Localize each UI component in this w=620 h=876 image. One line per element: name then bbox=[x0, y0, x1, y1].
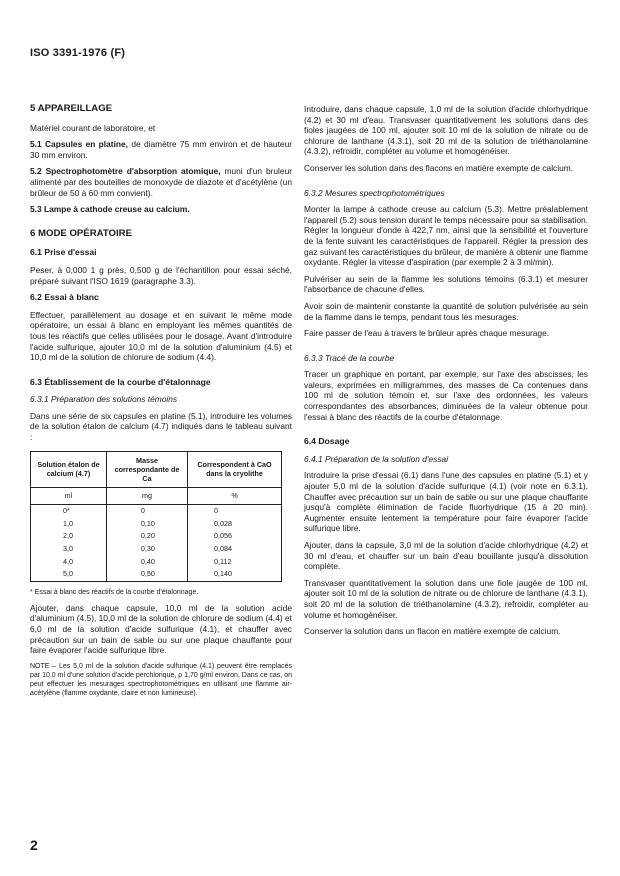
section-5-2-heading: Spectrophotomètre d'absorption atomique, bbox=[45, 166, 221, 177]
table-cell: 3,0 bbox=[31, 543, 107, 556]
table-header: Solution étalon de calcium (4.7) bbox=[31, 451, 107, 487]
section-5-title: 5 APPAREILLAGE bbox=[30, 103, 113, 114]
table-header: Masse correspondante de Ca bbox=[106, 451, 187, 487]
section-6-title: 6 MODE OPÉRATOIRE bbox=[30, 227, 132, 239]
section-6-4-1-title: 6.4.1 Préparation de la solution d'essai bbox=[304, 453, 449, 464]
section-6-1-text: Peser, à 0,000 1 g près, 0,500 g de l'échantillon pour essai séché, préparé suivant l'ISO 1619 (paragraphe 3.3). bbox=[30, 264, 292, 286]
table-cell: 0,50 bbox=[106, 568, 187, 581]
left-column bbox=[30, 104, 292, 704]
table-cell: 0 bbox=[188, 505, 282, 518]
table-row bbox=[31, 556, 282, 569]
section-5-1-heading: Capsules en platine, bbox=[45, 139, 128, 150]
section-6-3-title: 6.3 Établissement de la courbe d'étalonnage bbox=[30, 376, 211, 387]
table-row bbox=[31, 518, 282, 531]
table-cell: 5,0 bbox=[31, 568, 107, 581]
table-cell: 4,0 bbox=[31, 556, 107, 569]
section-6-2-title: 6.2 Essai à blanc bbox=[30, 292, 99, 303]
section-5-3-heading: Lampe à cathode creuse au calcium. bbox=[43, 204, 190, 215]
section-6-3-2-title: 6.3.2 Mesures spectrophotométriques bbox=[304, 187, 445, 198]
table-cell: 0,112 bbox=[188, 556, 282, 569]
table-unit: mg bbox=[106, 487, 187, 505]
paragraph: Ajouter, dans la capsule, 3,0 ml de la solution d'acide chlorhydrique (4.2) et 30 ml d'eau, et chauffer sur un bain d'eau bouillante jusqu'à dissolution complète. bbox=[304, 540, 588, 572]
section-6-4-title: 6.4 Dosage bbox=[304, 436, 350, 447]
table-cell: 0,40 bbox=[106, 556, 187, 569]
paragraph: Conserver les solution dans des flacons en matière exempte de calcium. bbox=[304, 162, 574, 173]
table-header: Correspondent à CaO dans la cryolithe bbox=[188, 451, 282, 487]
paragraph: Introduire, dans chaque capsule, 1,0 ml de la solution d'acide chlorhydrique (4.2) et 30 ml d'eau. Transvaser quantitativement les solutions dans des fioles jaugées de 100 ml, ajouter soit 10 ml de la solution de nitrate ou de chlorure de lanthane (4.3.1), soit 20 ml de la solution de triéthanolamine (4.3.2), refroidir, compléter au volume et homogénéiser. bbox=[304, 104, 588, 157]
section-5-1-text: de diamètre 75 mm environ et de hauteur 30 mm environ. bbox=[30, 139, 293, 160]
paragraph: Monter la lampe à cathode creuse au calcium (5.3). Mettre préalablement l'appareil (5.2) sous tension durant le temps nécessaire pour sa stabilisation. Régler la longueur d'onde à 422,7 nm, ainsi que la sensibilité et l'ouverture de la fente suivant les caractéristiques de l'appareil. Régler la pression des gaz suivant les caractéristiques du brûleur, de manière à obtenir une flamme oxydante. Régler la vitesse d'aspiration (par exemple 2 à 3 ml/min). bbox=[304, 204, 588, 268]
section-5-1 bbox=[30, 139, 292, 160]
note-text: NOTE – Les 5,0 ml de la solution d'acide sulfurique (4.1) peuvent être remplacés par 10,0 ml d'une solution d'acide perchlorique, ρ 1,70 g/ml environ. Dans ce cas, on peut effectuer les mesurages spectrophotométriques en utilisant une flamme air-acétylène (flamme oxydante, claire et non lumineuse). bbox=[30, 662, 292, 697]
section-6-3-3-title: 6.3.3 Tracé de la courbe bbox=[304, 352, 395, 363]
section-5-2 bbox=[30, 166, 292, 198]
right-column bbox=[304, 104, 588, 643]
section-6-2-text: Effectuer, parallèlement au dosage et en suivant le même mode opératoire, un essai à blanc en employant les mêmes quantités de tous les réactifs que celles utilisées pour le dosage. Avant d'introduire l'acide sulfurique, ajouter 10,0 ml de la solution d'aluminium (4.5) et 10,0 ml de la solution de chlorure de sodium (4.4). bbox=[30, 309, 292, 363]
table-cell: 1,0 bbox=[31, 518, 107, 531]
calibration-table bbox=[30, 451, 282, 582]
section-6-1-title: 6.1 Prise d'essai bbox=[30, 247, 97, 258]
section-6-3-1-title: 6.3.1 Préparation des solutions témoins bbox=[30, 394, 178, 405]
page-number: 2 bbox=[30, 837, 38, 853]
section-5-intro: Matériel courant de laboratoire, et bbox=[30, 122, 156, 133]
paragraph: Introduire la prise d'essai (6.1) dans l'une des capsules en platine (5.1) et y ajouter 5,0 ml de la solution d'acide sulfurique (4.1) (voir note en 6.3.1). Chauffer avec précaution sur un bain de sable ou sur une plaque chauffante jusqu'à complète élimination de l'acide fluorhydrique (15 à 20 min). Augmenter ensuite lentement la température pour faire évaporer l'acide sulfurique libre. bbox=[304, 470, 588, 534]
section-5-1-number: 5.1 bbox=[30, 139, 42, 150]
paragraph: Avoir soin de maintenir constante la quantité de solution pulvérisée au sein de la flamme dans le temps, pendant tous les mesurages. bbox=[304, 300, 588, 322]
section-5-3 bbox=[30, 204, 292, 215]
paragraph: Faire passer de l'eau à travers le brûleur après chaque mesurage. bbox=[304, 328, 550, 339]
table-cell: 2,0 bbox=[31, 530, 107, 543]
section-5-2-text: muni d'un bruleur alimenté par des bouteilles de monoxyde de diazote et d'acétylène (un brûleur de 50 à 60 mm convient). bbox=[30, 166, 293, 198]
table-unit: % bbox=[188, 487, 282, 505]
section-5-2-number: 5.2 bbox=[30, 166, 42, 177]
paragraph: Transvaser quantitativement la solution dans une fiole jaugée de 100 ml, ajouter soit 10 ml de la solution de nitrate ou de chlorure de lanthane (4.3.1), soit 20 ml de la solution de triéthanolamine (4.3.2), refroidir, compléter au volume et homogénéiser. bbox=[304, 577, 588, 620]
table-cell: 0* bbox=[31, 505, 107, 518]
table-cell: 0,30 bbox=[106, 543, 187, 556]
table-cell: 0 bbox=[106, 505, 187, 518]
table-cell: 0,20 bbox=[106, 530, 187, 543]
document-header: ISO 3391-1976 (F) bbox=[30, 47, 126, 59]
table-cell: 0,084 bbox=[188, 543, 282, 556]
table-cell: 0,028 bbox=[188, 518, 282, 531]
paragraph: Conserver la solution dans un flacon en matière exempte de calcium. bbox=[304, 626, 561, 637]
table-row bbox=[31, 568, 282, 581]
table-footnote: * Essai à blanc des réactifs de la courbe d'étalonnage. bbox=[30, 588, 199, 596]
section-5-3-number: 5.3 bbox=[30, 204, 42, 215]
after-table-text: Ajouter, dans chaque capsule, 10,0 ml de la solution acide d'aluminium (4.5), 10,0 ml de la solution de chlorure de sodium (4.4) et 6,0 ml de la solution d'acide sulfurique (4.1), et chauffer avec précaution sur un bain de sable ou sur une plaque chauffante pour faire évaporer l'acide sulfurique libre. bbox=[30, 602, 292, 656]
table-row bbox=[31, 530, 282, 543]
table-row bbox=[31, 543, 282, 556]
table-row bbox=[31, 505, 282, 518]
table-cell: 0,140 bbox=[188, 568, 282, 581]
paragraph: Tracer un graphique en portant, par exemple, sur l'axe des abscisses, les valeurs, exprimées en milligrammes, des masses de Ca contenues dans 100 ml de solution témoin et, sur l'axe des ordonnées, les valeurs correspondantes des absorbances, diminuées de la valeur obtenue pour l'essai à blanc des réactifs de la courbe d'étalonnage. bbox=[304, 369, 588, 422]
table-unit: ml bbox=[31, 487, 107, 505]
section-6-3-1-text: Dans une série de six capsules en platine (5.1), introduire les volumes de la solution étalon de calcium (4.7) indiqués dans le tableau suivant : bbox=[30, 410, 292, 443]
paragraph: Pulvériser au sein de la flamme les solutions témoins (6.3.1) et mesurer l'absorbance de chacune d'elles. bbox=[304, 273, 588, 295]
table-cell: 0,056 bbox=[188, 530, 282, 543]
table-cell: 0,10 bbox=[106, 518, 187, 531]
